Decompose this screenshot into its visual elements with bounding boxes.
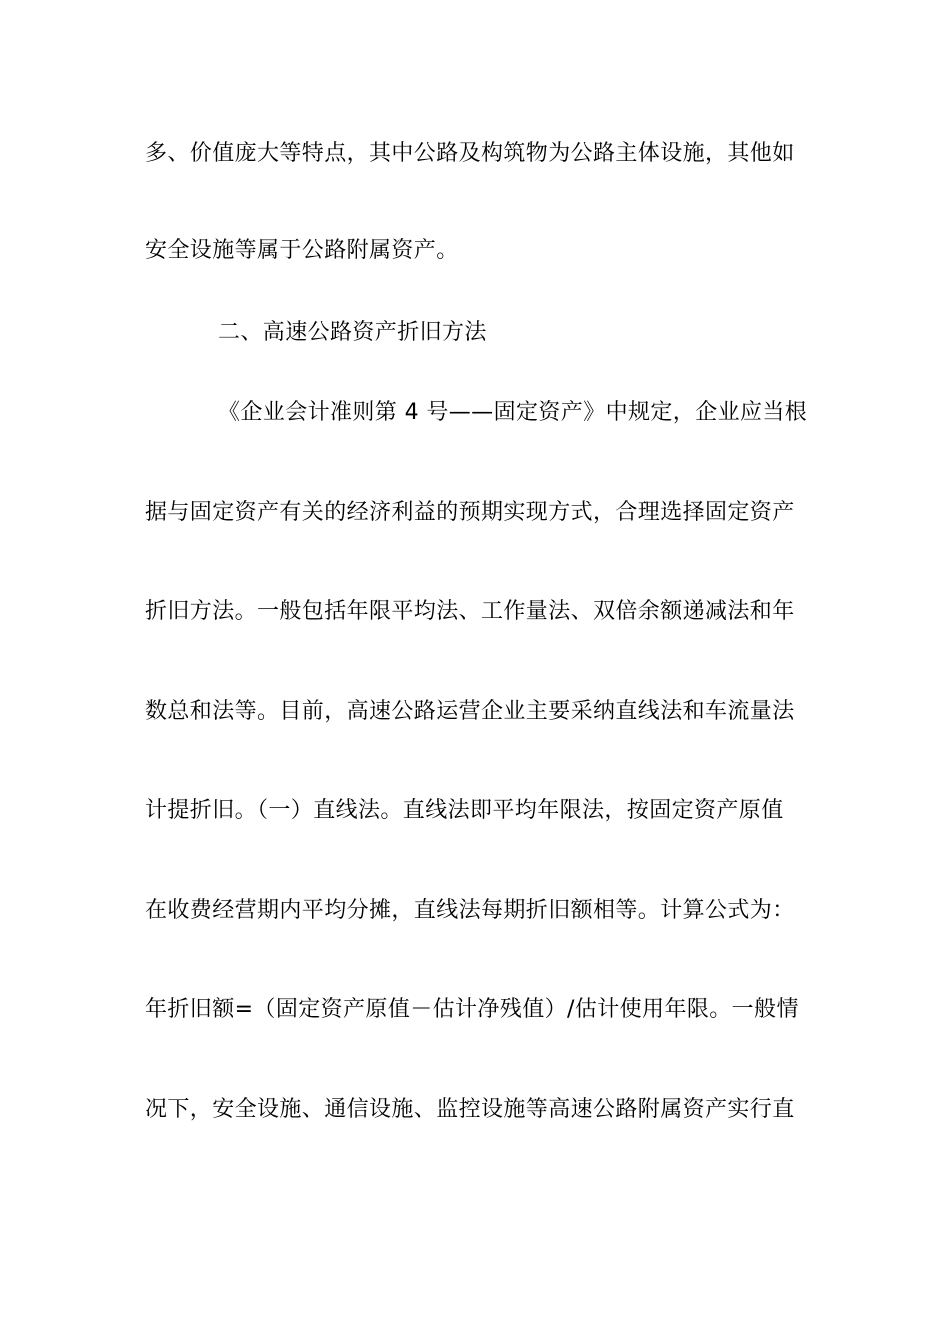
text-line-10: 年折旧额=（固定资产原值－估计净残值）/估计使用年限。一般情 [145,997,799,1022]
text-line-9: 在收费经营期内平均分摊，直线法每期折旧额相等。计算公式为： [145,898,795,923]
text-line-11: 况下，安全设施、通信设施、监控设施等高速公路附属资产实行直 [145,1097,795,1122]
text-line-6: 折旧方法。一般包括年限平均法、工作量法、双倍余额递减法和年 [145,599,795,624]
text-line-8: 计提折旧。（一）直线法。直线法即平均年限法，按固定资产原值 [145,798,784,823]
text-line-5: 据与固定资产有关的经济利益的预期实现方式，合理选择固定资产 [145,500,795,525]
text-line-4: 《企业会计准则第 4 号——固定资产》中规定，企业应当根 [218,400,808,425]
section-heading: 二、高速公路资产折旧方法 [218,320,487,345]
text-line-1: 多、价值庞大等特点，其中公路及构筑物为公路主体设施，其他如 [145,141,795,166]
text-line-7: 数总和法等。目前，高速公路运营企业主要采纳直线法和车流量法 [145,699,795,724]
text-line-2: 安全设施等属于公路附属资产。 [145,238,459,263]
